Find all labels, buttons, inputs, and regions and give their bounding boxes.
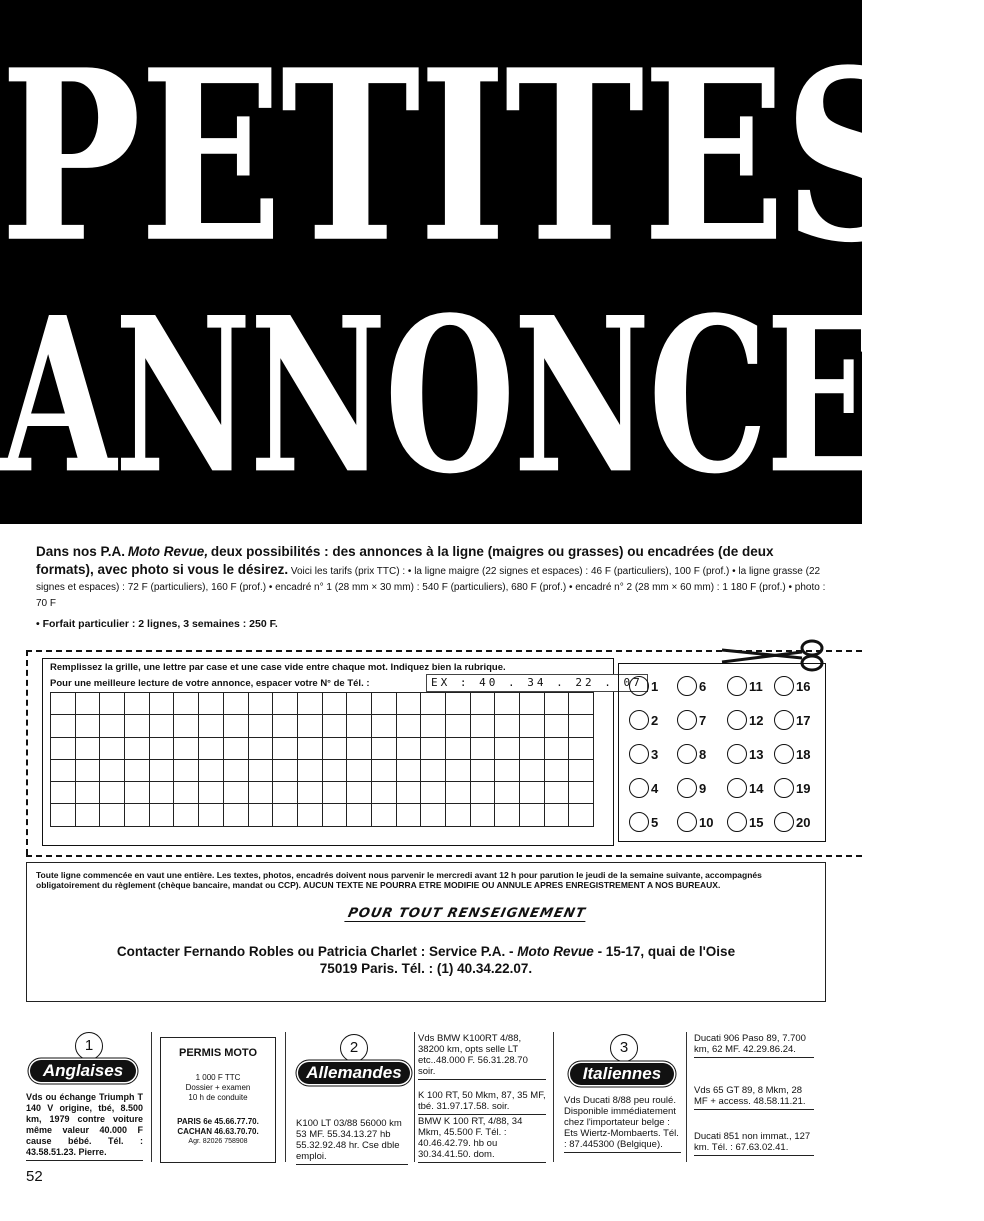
grid-cell[interactable] [149, 782, 174, 804]
rubrique-label: 20 [796, 814, 811, 830]
grid-cell[interactable] [347, 737, 372, 759]
title-petites: PETITES [0, 18, 918, 295]
grid-cell[interactable] [223, 759, 248, 781]
grid-cell[interactable] [199, 693, 224, 715]
grid-cell[interactable] [100, 715, 125, 737]
radio-circle-icon[interactable] [727, 710, 747, 730]
grid-cell[interactable] [322, 782, 347, 804]
rubrique-option[interactable] [677, 744, 706, 764]
grid-cell[interactable] [470, 759, 495, 781]
grid-cell[interactable] [544, 737, 569, 759]
intro-tarifs: Voici les tarifs (prix TTC) : • la ligne maigre (22 signes et espaces) : 46 F (particuliers), 100 F (prof.) • la ligne grasse (22 signes et espaces) : 72 F (particuliers), 160 F (prof.) • encadré n° 1 (28 mm × 30 mm) : 540 F (particuliers), 680 F (prof.) • encadré n° 2 (28 mm × 60 mm) : 1 180 F (prof.) • photo : 70 F [36, 566, 826, 609]
grid-cell[interactable] [75, 715, 100, 737]
grid-cell[interactable] [495, 737, 520, 759]
grid-cell[interactable] [396, 759, 421, 781]
contact-part-b: - 15-17, quai de l'Oise [597, 944, 736, 959]
grid-cell[interactable] [470, 782, 495, 804]
grid-cell[interactable] [371, 804, 396, 826]
grid-cell[interactable] [421, 693, 446, 715]
radio-circle-icon[interactable] [677, 710, 697, 730]
grid-cell[interactable] [446, 804, 471, 826]
page-number: 52 [26, 1168, 43, 1185]
radio-circle-icon[interactable] [629, 778, 649, 798]
notice-text: Toute ligne commencée en vaut une entière. Les textes, photos, encadrés doivent nous parvenir le mercredi avant 12 h pour parution le jeudi de la semaine suivante, accompagnés obligatoirement du règlement (chèque bancaire, mandat ou CCP). AUCUN TEXTE NE POURRA ETRE MODIFIE OU ANNULE APRES ENREGISTREMENT A NOS BUREAUX. [36, 870, 762, 890]
grid-cell[interactable] [446, 693, 471, 715]
permis-cachan: CACHAN 46.63.70.70. [177, 1127, 259, 1136]
grid-cell[interactable] [125, 715, 150, 737]
renseignement-heading: POUR TOUT RENSEIGNEMENT [344, 906, 589, 922]
grid-row [51, 782, 594, 804]
grid-cell[interactable] [421, 804, 446, 826]
grid-cell[interactable] [421, 782, 446, 804]
grid-cell[interactable] [100, 782, 125, 804]
rubrique-option[interactable] [677, 778, 706, 798]
radio-circle-icon[interactable] [727, 744, 747, 764]
section-number-3: 3 [610, 1034, 638, 1062]
ad-ducati-2: Vds 65 GT 89, 8 Mkm, 28 MF + access. 48.58.11.21. [694, 1085, 814, 1110]
rubrique-option[interactable] [677, 812, 713, 832]
grid-cell[interactable] [199, 804, 224, 826]
intro-paragraph [36, 544, 830, 612]
column-divider [151, 1032, 152, 1162]
grid-cell[interactable] [273, 693, 298, 715]
rubrique-label: 7 [699, 712, 707, 728]
letter-grid[interactable] [50, 692, 594, 827]
grid-cell[interactable] [396, 715, 421, 737]
rubrique-label: 16 [796, 678, 811, 694]
contact-address: 75019 Paris. Tél. : (1) 40.34.22.07. [319, 961, 533, 976]
radio-circle-icon[interactable] [774, 710, 794, 730]
column-divider [553, 1032, 554, 1162]
radio-circle-icon[interactable] [677, 812, 697, 832]
rubrique-label: 19 [796, 780, 811, 796]
grid-cell[interactable] [569, 737, 594, 759]
grid-cell[interactable] [396, 693, 421, 715]
permis-agrement: Agr. 82026 758908 [188, 1138, 248, 1145]
grid-cell[interactable] [75, 804, 100, 826]
rubrique-option[interactable] [677, 710, 706, 730]
grid-row [51, 715, 594, 737]
grid-cell[interactable] [470, 737, 495, 759]
grid-row [51, 737, 594, 759]
permis-price: 1 000 F TTC [195, 1073, 241, 1082]
header-banner [0, 0, 984, 524]
grid-cell[interactable] [569, 804, 594, 826]
grid-cell[interactable] [100, 737, 125, 759]
grid-cell[interactable] [273, 782, 298, 804]
contact-info [36, 943, 816, 977]
rubrique-option[interactable] [774, 744, 810, 764]
grid-cell[interactable] [322, 693, 347, 715]
rubrique-label: 4 [651, 780, 659, 796]
grid-cell[interactable] [520, 804, 545, 826]
contact-magazine: Moto Revue [517, 944, 594, 959]
rubrique-option[interactable] [629, 778, 658, 798]
grid-cell[interactable] [297, 693, 322, 715]
grid-cell[interactable] [446, 759, 471, 781]
rubrique-label: 10 [699, 814, 714, 830]
grid-cell[interactable] [223, 693, 248, 715]
grid-cell[interactable] [199, 715, 224, 737]
rubrique-option[interactable] [774, 812, 810, 832]
column-divider [285, 1032, 286, 1162]
grid-cell[interactable] [446, 715, 471, 737]
rubrique-option[interactable] [727, 744, 763, 764]
form-instructions: Remplissez la grille, une lettre par case et une case vide entre chaque mot. Indiquez bien la rubrique. [50, 662, 506, 673]
grid-cell[interactable] [544, 759, 569, 781]
grid-cell[interactable] [446, 737, 471, 759]
rubrique-label: 12 [749, 712, 764, 728]
radio-circle-icon[interactable] [727, 676, 747, 696]
grid-cell[interactable] [51, 693, 76, 715]
grid-cell[interactable] [297, 737, 322, 759]
section-banner-allemandes: Allemandes [298, 1062, 410, 1084]
grid-cell[interactable] [223, 804, 248, 826]
column-divider [686, 1032, 687, 1162]
grid-cell[interactable] [371, 715, 396, 737]
rubrique-option[interactable] [677, 676, 706, 696]
grid-cell[interactable] [470, 715, 495, 737]
grid-cell[interactable] [495, 693, 520, 715]
ad-bmw-2: K 100 RT, 50 Mkm, 87, 35 MF, tbé. 31.97.17.58. soir. [418, 1090, 546, 1115]
radio-circle-icon[interactable] [774, 676, 794, 696]
rubrique-option[interactable] [774, 710, 810, 730]
grid-cell[interactable] [273, 715, 298, 737]
grid-cell[interactable] [149, 737, 174, 759]
grid-cell[interactable] [371, 759, 396, 781]
ad-bmw-3: BMW K 100 RT, 4/88, 34 Mkm, 45.500 F. Tél. : 40.46.42.79. hb ou 30.34.41.50. dom. [418, 1116, 546, 1163]
grid-cell[interactable] [223, 782, 248, 804]
grid-cell[interactable] [297, 804, 322, 826]
ad-bmw-1: Vds BMW K100RT 4/88, 38200 km, opts selle LT etc..48.000 F. 56.31.28.70 soir. [418, 1033, 546, 1080]
grid-cell[interactable] [100, 804, 125, 826]
grid-cell[interactable] [520, 693, 545, 715]
grid-cell[interactable] [149, 804, 174, 826]
grid-cell[interactable] [520, 759, 545, 781]
grid-row [51, 759, 594, 781]
grid-cell[interactable] [75, 782, 100, 804]
contact-part-a: Contacter Fernando Robles ou Patricia Charlet : Service P.A. - [116, 944, 514, 959]
rubrique-option[interactable] [774, 778, 810, 798]
grid-cell[interactable] [569, 782, 594, 804]
section-banner-anglaises: Anglaises [30, 1060, 136, 1082]
grid-cell[interactable] [248, 782, 273, 804]
radio-circle-icon[interactable] [677, 676, 697, 696]
grid-cell[interactable] [569, 715, 594, 737]
permis-dossier: Dossier + examen [185, 1083, 251, 1092]
grid-cell[interactable] [347, 715, 372, 737]
rubrique-option[interactable] [629, 676, 658, 696]
cut-line-left [26, 650, 28, 855]
rubrique-label: 9 [699, 780, 707, 796]
grid-cell[interactable] [470, 804, 495, 826]
grid-cell[interactable] [495, 782, 520, 804]
grid-cell[interactable] [495, 759, 520, 781]
grid-cell[interactable] [297, 782, 322, 804]
grid-cell[interactable] [396, 804, 421, 826]
grid-cell[interactable] [421, 715, 446, 737]
grid-cell[interactable] [421, 737, 446, 759]
grid-cell[interactable] [174, 804, 199, 826]
rubrique-label: 8 [699, 746, 707, 762]
rubrique-label: 2 [651, 712, 659, 728]
grid-cell[interactable] [347, 804, 372, 826]
ad-anglaises-1: Vds ou échange Triumph T 140 V origine, tbé, 8.500 km, 1979 contre voiture même valeur 40.000 F cause bébé. Tél. : 43.58.51.23. Pierre. [26, 1092, 143, 1161]
grid-cell[interactable] [51, 737, 76, 759]
grid-cell[interactable] [199, 737, 224, 759]
ad-ducati-1: Ducati 906 Paso 89, 7.700 km, 62 MF. 42.29.86.24. [694, 1033, 814, 1058]
rubrique-label: 14 [749, 780, 764, 796]
grid-cell[interactable] [421, 759, 446, 781]
grid-cell[interactable] [544, 804, 569, 826]
grid-cell[interactable] [520, 715, 545, 737]
column-divider [414, 1032, 415, 1162]
grid-cell[interactable] [125, 804, 150, 826]
grid-cell[interactable] [495, 715, 520, 737]
grid-cell[interactable] [520, 782, 545, 804]
grid-cell[interactable] [569, 693, 594, 715]
grid-cell[interactable] [75, 693, 100, 715]
grid-cell[interactable] [544, 693, 569, 715]
rubrique-option[interactable] [727, 676, 763, 696]
grid-cell[interactable] [273, 804, 298, 826]
radio-circle-icon[interactable] [629, 710, 649, 730]
grid-cell[interactable] [174, 715, 199, 737]
form-phone-hint: Pour une meilleure lecture de votre annonce, espacer votre N° de Tél. : [50, 678, 370, 689]
grid-cell[interactable] [322, 737, 347, 759]
grid-cell[interactable] [125, 782, 150, 804]
radio-circle-icon[interactable] [774, 812, 794, 832]
ad-ducati-3: Ducati 851 non immat., 127 km. Tél. : 67.63.02.41. [694, 1131, 814, 1156]
rubrique-option[interactable] [629, 710, 658, 730]
grid-row [51, 693, 594, 715]
grid-cell[interactable] [100, 759, 125, 781]
grid-cell[interactable] [125, 693, 150, 715]
grid-cell[interactable] [470, 693, 495, 715]
rubrique-label: 3 [651, 746, 659, 762]
intro-lead: Dans nos P.A. [36, 544, 126, 559]
rubrique-label: 5 [651, 814, 659, 830]
grid-cell[interactable] [51, 782, 76, 804]
rubrique-label: 18 [796, 746, 811, 762]
phone-example: EX : 40 . 34 . 22 . 07 [426, 674, 648, 692]
grid-cell[interactable] [520, 737, 545, 759]
grid-cell[interactable] [51, 759, 76, 781]
grid-cell[interactable] [149, 715, 174, 737]
grid-cell[interactable] [371, 782, 396, 804]
radio-circle-icon[interactable] [629, 812, 649, 832]
radio-circle-icon[interactable] [629, 744, 649, 764]
rubrique-label: 13 [749, 746, 764, 762]
grid-cell[interactable] [569, 759, 594, 781]
radio-circle-icon[interactable] [677, 778, 697, 798]
grid-cell[interactable] [322, 804, 347, 826]
grid-cell[interactable] [297, 715, 322, 737]
radio-circle-icon[interactable] [629, 676, 649, 696]
grid-cell[interactable] [223, 715, 248, 737]
grid-cell[interactable] [174, 693, 199, 715]
grid-cell[interactable] [199, 782, 224, 804]
grid-cell[interactable] [322, 759, 347, 781]
section-number-2: 2 [340, 1034, 368, 1062]
grid-cell[interactable] [371, 737, 396, 759]
grid-cell[interactable] [396, 737, 421, 759]
permis-hours: 10 h de conduite [188, 1093, 248, 1102]
intro-magazine: Moto Revue, [127, 544, 209, 559]
grid-cell[interactable] [544, 715, 569, 737]
grid-cell[interactable] [75, 759, 100, 781]
grid-cell[interactable] [371, 693, 396, 715]
rubrique-option[interactable] [727, 778, 763, 798]
section-number-1: 1 [75, 1032, 103, 1060]
rubrique-label: 6 [699, 678, 707, 694]
cut-line-bottom [26, 855, 862, 857]
rubrique-label: 15 [749, 814, 764, 830]
grid-cell[interactable] [75, 737, 100, 759]
grid-cell[interactable] [396, 782, 421, 804]
grid-cell[interactable] [273, 737, 298, 759]
ad-allemandes-1: K100 LT 03/88 56000 km 53 MF. 55.34.13.27 hb 55.32.92.48 hr. Cse dble emploi. [296, 1118, 408, 1165]
grid-cell[interactable] [51, 715, 76, 737]
ad-italiennes-1: Vds Ducati 8/88 peu roulé. Disponible immédiatement chez l'importateur belge : Ets Wiertz-Mombaerts. Tél. : 87.445300 (Belgique). [564, 1095, 681, 1153]
title-annonces: ANNONCES [0, 271, 984, 522]
radio-circle-icon[interactable] [774, 744, 794, 764]
rubrique-option[interactable] [774, 676, 810, 696]
permis-moto-box [160, 1037, 276, 1163]
grid-cell[interactable] [174, 759, 199, 781]
radio-circle-icon[interactable] [677, 744, 697, 764]
grid-cell[interactable] [273, 759, 298, 781]
grid-cell[interactable] [297, 759, 322, 781]
permis-paris: PARIS 6e 45.66.77.70. [177, 1117, 259, 1126]
rubrique-label: 1 [651, 678, 659, 694]
rubrique-option[interactable] [727, 710, 763, 730]
grid-cell[interactable] [51, 804, 76, 826]
permis-title: PERMIS MOTO [178, 1047, 258, 1059]
grid-cell[interactable] [544, 782, 569, 804]
rubrique-label: 11 [749, 678, 763, 694]
grid-cell[interactable] [248, 693, 273, 715]
grid-cell[interactable] [446, 782, 471, 804]
grid-cell[interactable] [100, 693, 125, 715]
rubrique-option[interactable] [629, 744, 658, 764]
grid-row [51, 804, 594, 826]
rubrique-choices [618, 663, 826, 842]
rubrique-option[interactable] [629, 812, 658, 832]
grid-cell[interactable] [149, 759, 174, 781]
grid-cell[interactable] [248, 715, 273, 737]
grid-cell[interactable] [347, 693, 372, 715]
grid-cell[interactable] [125, 737, 150, 759]
forfait-line: • Forfait particulier : 2 lignes, 3 semaines : 250 F. [36, 618, 278, 630]
rubrique-label: 17 [796, 712, 811, 728]
grid-cell[interactable] [223, 737, 248, 759]
grid-cell[interactable] [495, 804, 520, 826]
radio-circle-icon[interactable] [727, 778, 747, 798]
grid-cell[interactable] [174, 737, 199, 759]
grid-cell[interactable] [248, 759, 273, 781]
radio-circle-icon[interactable] [774, 778, 794, 798]
grid-cell[interactable] [347, 759, 372, 781]
radio-circle-icon[interactable] [727, 812, 747, 832]
grid-cell[interactable] [149, 693, 174, 715]
grid-cell[interactable] [125, 759, 150, 781]
grid-cell[interactable] [248, 804, 273, 826]
intro-lead2: deux possibilités : des annonces à la ligne (maigres ou grasses) ou encadrées (de deux formats), avec photo si vous le désirez. [36, 544, 774, 577]
grid-cell[interactable] [174, 782, 199, 804]
grid-cell[interactable] [347, 782, 372, 804]
grid-cell[interactable] [199, 759, 224, 781]
grid-cell[interactable] [248, 737, 273, 759]
rubrique-option[interactable] [727, 812, 763, 832]
grid-cell[interactable] [322, 715, 347, 737]
section-banner-italiennes: Italiennes [570, 1063, 674, 1085]
